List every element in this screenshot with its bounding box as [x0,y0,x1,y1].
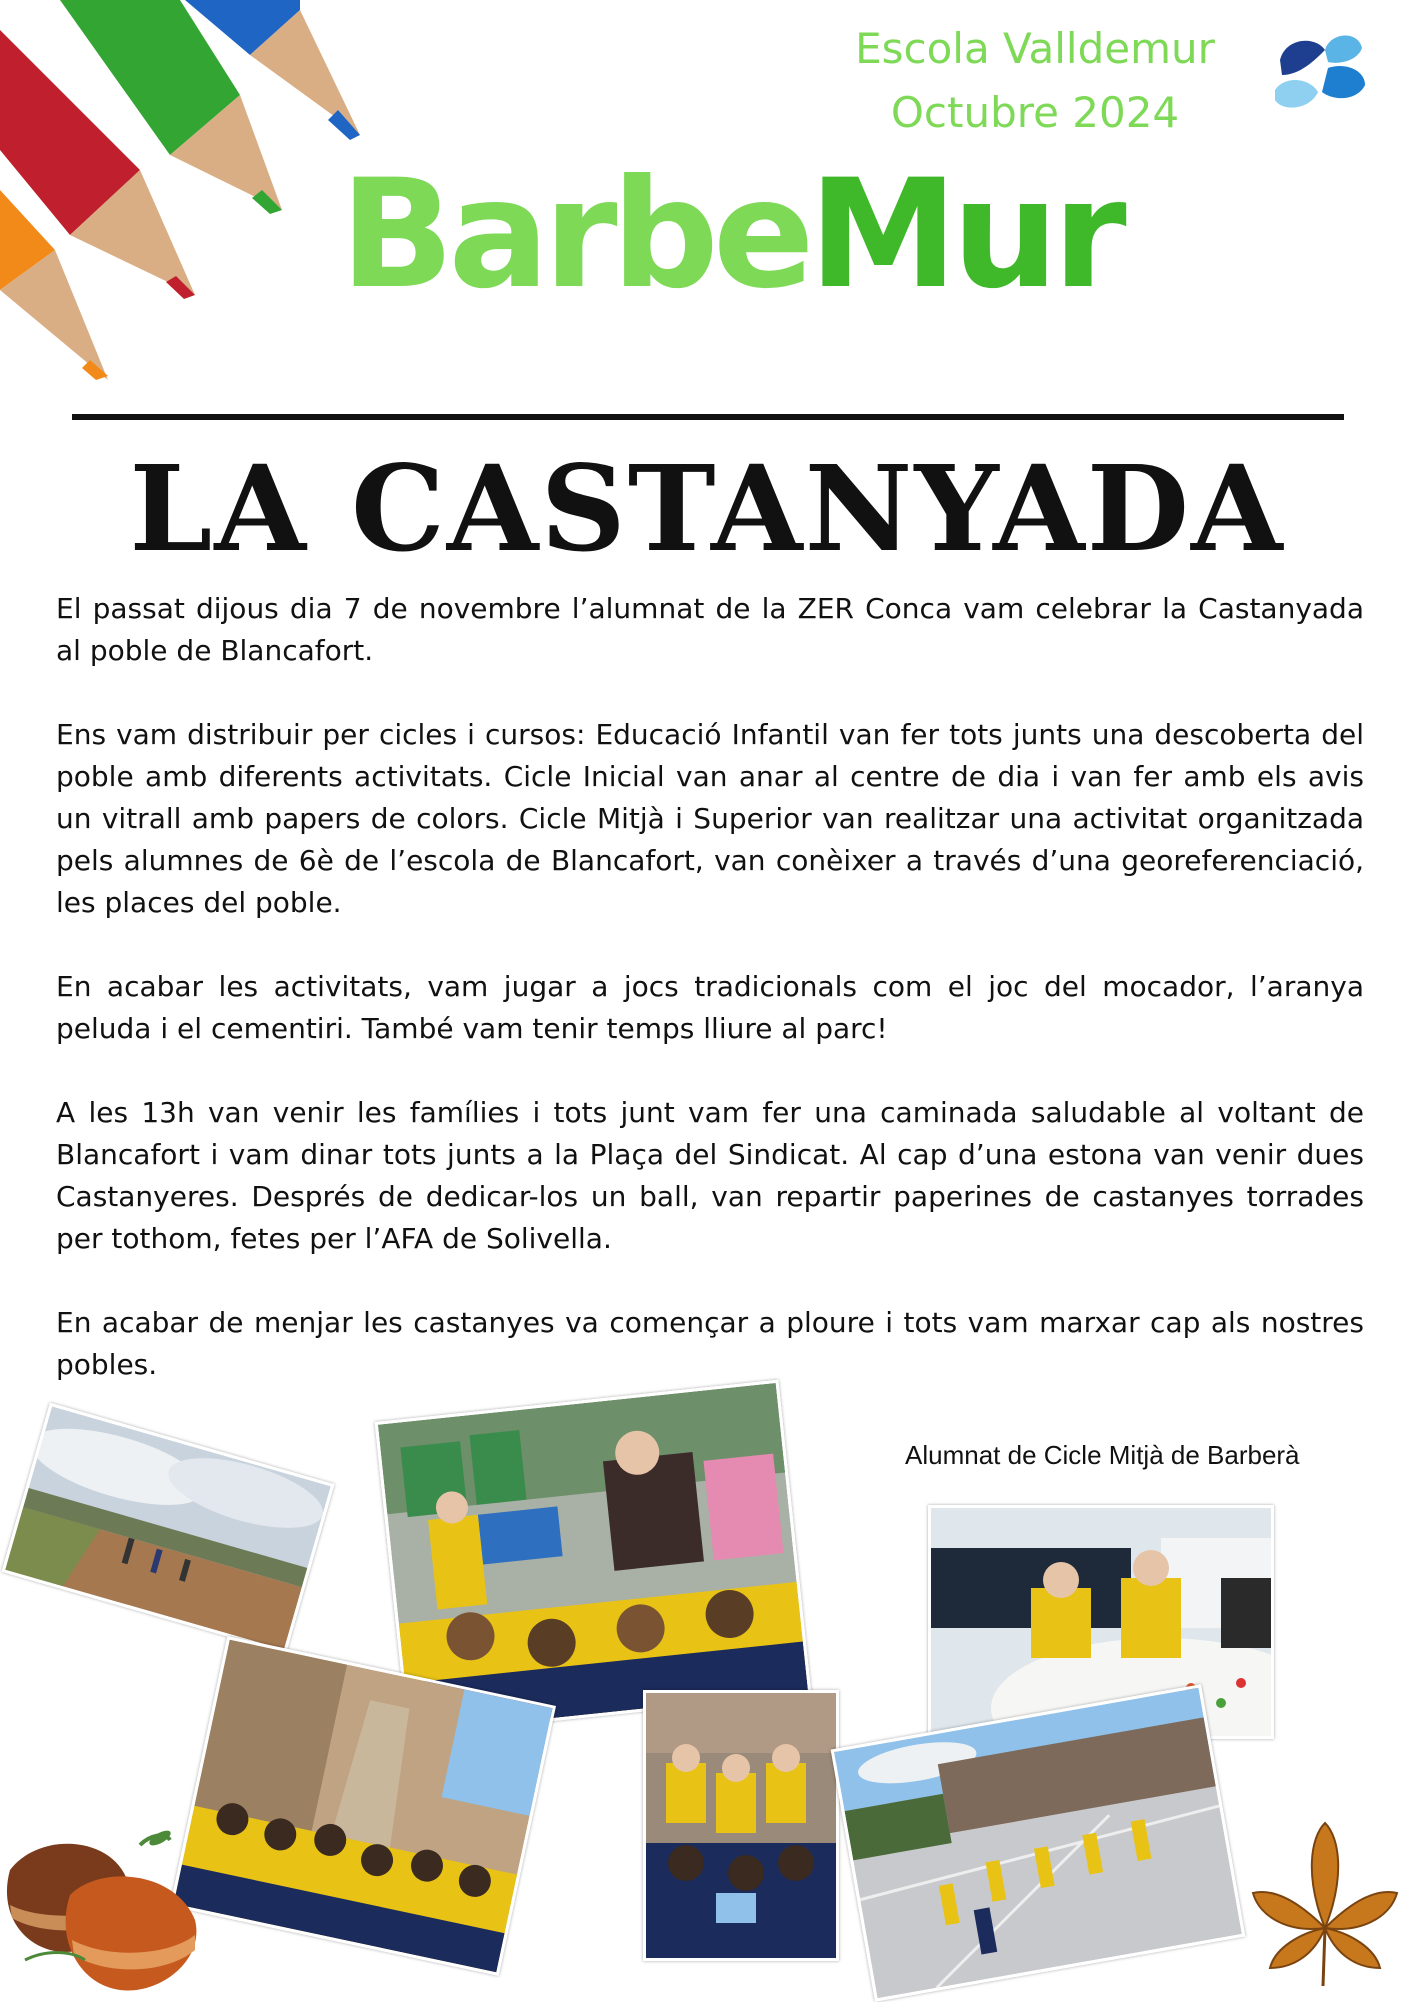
header-divider [72,414,1344,420]
school-logo-icon [1270,30,1370,120]
photo-kids-street [643,1690,839,1961]
photo-countryside-walk [1,1403,334,1654]
article-paragraph: En acabar de menjar les castanyes va començar a ploure i tots vam marxar cap als nostres pobles. [56,1306,1364,1381]
article-credit: Alumnat de Cicle Mitjà de Barberà [905,1440,1300,1470]
masthead-title [340,148,1121,322]
article-paragraph: A les 13h van venir les famílies i tots junt vam fer una caminada saludable al voltant de Blancafort i vam dinar tots junts a la Plaça del Sindicat. Al cap d’una estona van venir dues Castanyeres. Després de dedicar-los un ball, van repartir paperines de castanyes torrades per tothom, fetes per l’AFA de Solivella. [56,1096,1364,1255]
autumn-leaf-icon [1245,1818,1405,1988]
issue-date: Octubre 2024 [890,88,1180,137]
masthead-part-1: Barbe [340,148,809,322]
article-paragraph: El passat dijous dia 7 de novembre l’alumnat de la ZER Conca vam celebrar la Castanyada al poble de Blancafort. [56,592,1364,667]
article-paragraph: En acabar les activitats, vam jugar a jocs tradicionals com el joc del mocador, l’aranya peluda i el cementiri. També vam tenir temps lliure al parc! [56,970,1364,1045]
masthead-part-2: Mur [808,148,1121,322]
article-title: LA CASTANYADA [129,439,1285,578]
photo-playground-games [831,1684,1246,2001]
school-name: Escola Valldemur [855,24,1215,73]
pencils-decoration [0,0,380,380]
article-paragraph: Ens vam distribuir per cicles i cursos: Educació Infantil van fer tots junts una descoberta del poble amb diferents activitats. Cicle Inicial van anar al centre de dia i van fer amb els avis un vitrall amb papers de colors. Cicle Mitjà i Superior van realitzar una activitat organitzada pels alumnes de 6è de l’escola de Blancafort, van conèixer a través d’una georeferenciació, les places del poble. [56,718,1364,919]
article-body [56,588,1364,1428]
chestnuts-decoration-icon [0,1810,220,2000]
